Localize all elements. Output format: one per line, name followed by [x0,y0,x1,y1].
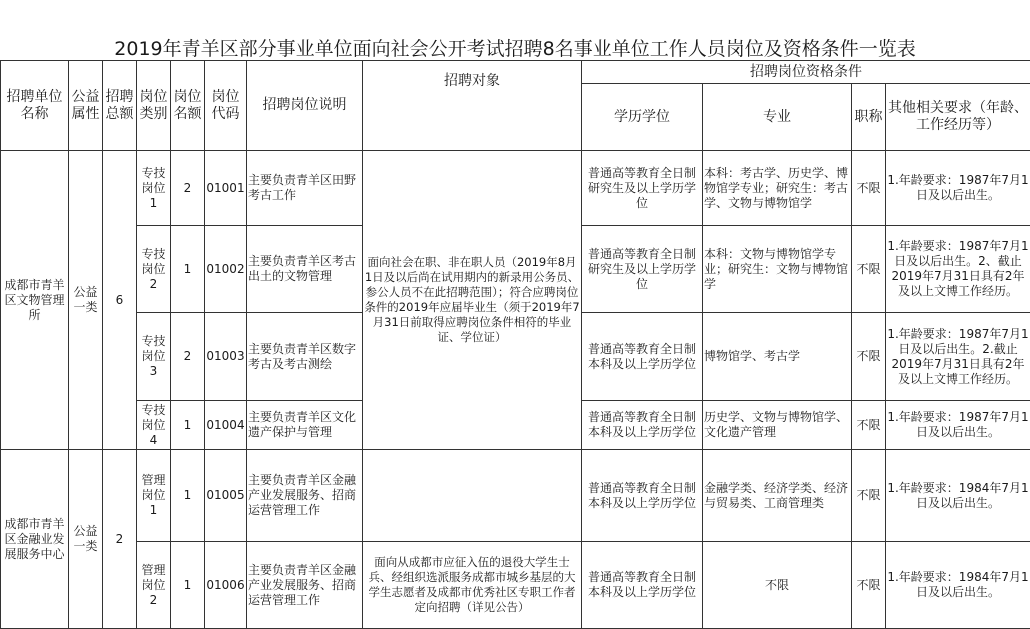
post-desc: 主要负责青羊区文化遗产保护与管理 [247,401,363,450]
post-other: 1.年龄要求：1984年7月1日及以后出生。 [886,450,1030,542]
header-total: 招聘总额 [103,61,137,151]
table-row [1,542,1030,629]
unit-name: 成都市青羊区文物管理所 [1,151,69,450]
post-desc: 主要负责青羊区数字考古及考古测绘 [247,313,363,401]
post-edu: 普通高等教育全日制研究生及以上学历学位 [582,151,703,226]
post-title: 不限 [852,401,886,450]
post-title: 不限 [852,313,886,401]
post-major: 不限 [703,542,852,629]
post-edu: 普通高等教育全日制研究生及以上学历学位 [582,226,703,313]
recruit-target-blank [363,450,582,542]
post-category: 专技岗位1 [137,151,171,226]
header-qual-group: 招聘岗位资格条件 [582,61,1030,84]
post-other: 1.年龄要求：1984年7月1日及以后出生。 [886,542,1030,629]
post-code: 01006 [205,542,247,629]
post-quota: 1 [171,542,205,629]
header-unit: 招聘单位名称 [1,61,69,151]
header-target: 招聘对象 [363,61,582,151]
post-quota: 1 [171,401,205,450]
header-quota: 岗位名额 [171,61,205,151]
post-quota: 2 [171,151,205,226]
post-code: 01004 [205,401,247,450]
post-category: 专技岗位2 [137,226,171,313]
recruit-target: 面向从成都市应征入伍的退役大学生士兵、经组织选派服务成都市城乡基层的大学生志愿者及成都市优秀社区专职工作者定向招聘（详见公告） [363,542,582,629]
post-category: 管理岗位1 [137,450,171,542]
header-desc: 招聘岗位说明 [247,61,363,151]
unit-nature: 公益一类 [69,450,103,629]
post-quota: 1 [171,450,205,542]
post-edu: 普通高等教育全日制本科及以上学历学位 [582,401,703,450]
post-major: 本科：文物与博物馆学专业；研究生：文物与博物馆学 [703,226,852,313]
post-major: 金融学类、经济学类、经济与贸易类、工商管理类 [703,450,852,542]
header-code: 岗位代码 [205,61,247,151]
post-desc: 主要负责青羊区田野考古工作 [247,151,363,226]
header-other: 其他相关要求（年龄、工作经历等） [886,84,1030,151]
post-desc: 主要负责青羊区考古出土的文物管理 [247,226,363,313]
post-edu: 普通高等教育全日制本科及以上学历学位 [582,450,703,542]
header-edu: 学历学位 [582,84,703,151]
header-category: 岗位类别 [137,61,171,151]
recruitment-table [0,60,1030,629]
post-major: 本科：考古学、历史学、博物馆学专业；研究生：考古学、文物与博物馆学 [703,151,852,226]
post-title: 不限 [852,450,886,542]
unit-nature: 公益一类 [69,151,103,450]
post-code: 01003 [205,313,247,401]
post-major: 历史学、文物与博物馆学、文化遗产管理 [703,401,852,450]
post-quota: 1 [171,226,205,313]
table-row [1,450,1030,542]
unit-name: 成都市青羊区金融业发展服务中心 [1,450,69,629]
post-desc: 主要负责青羊区金融产业发展服务、招商运营管理工作 [247,542,363,629]
post-other: 1.年龄要求：1987年7月1日及以后出生。 [886,401,1030,450]
post-other: 1.年龄要求：1987年7月1日及以后出生。 [886,151,1030,226]
post-edu: 普通高等教育全日制本科及以上学历学位 [582,542,703,629]
post-title: 不限 [852,226,886,313]
table-row [1,151,1030,226]
post-code: 01005 [205,450,247,542]
post-desc: 主要负责青羊区金融产业发展服务、招商运营管理工作 [247,450,363,542]
post-major: 博物馆学、考古学 [703,313,852,401]
header-major: 专业 [703,84,852,151]
post-title: 不限 [852,151,886,226]
post-edu: 普通高等教育全日制本科及以上学历学位 [582,313,703,401]
post-category: 专技岗位3 [137,313,171,401]
post-title: 不限 [852,542,886,629]
unit-total: 2 [103,450,137,629]
header-title: 职称 [852,84,886,151]
post-code: 01001 [205,151,247,226]
post-category: 管理岗位2 [137,542,171,629]
recruit-target: 面向社会在职、非在职人员（2019年8月1日及以后尚在试用期内的新录用公务员、参公人员不在此招聘范围）；符合应聘岗位条件的2019年应届毕业生（须于2019年7月31日前取得应聘岗位条件相符的毕业证、学位证） [363,151,582,450]
post-category: 专技岗位4 [137,401,171,450]
post-quota: 2 [171,313,205,401]
post-code: 01002 [205,226,247,313]
page-title: 2019年青羊区部分事业单位面向社会公开考试招聘8名事业单位工作人员岗位及资格条件一览表 [0,34,1030,61]
post-other: 1.年龄要求：1987年7月1日及以后出生。2、截止2019年7月31日具有2年及以上文博工作经历。 [886,226,1030,313]
unit-total: 6 [103,151,137,450]
post-other: 1.年龄要求：1987年7月1日及以后出生。2.截止2019年7月31日具有2年及以上文博工作经历。 [886,313,1030,401]
header-nature: 公益属性 [69,61,103,151]
